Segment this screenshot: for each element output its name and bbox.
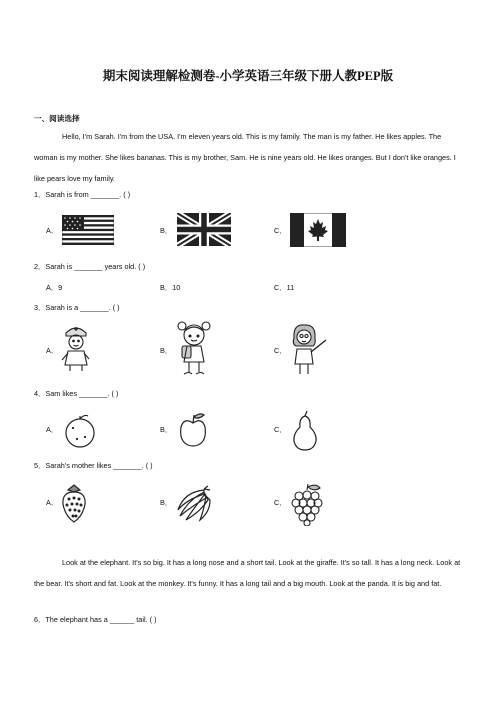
usa-flag-icon (62, 215, 114, 245)
pear-icon (290, 410, 320, 452)
option-1c: C． (274, 226, 287, 235)
option-5c: C． (274, 498, 287, 507)
option-1b: B． (160, 226, 173, 235)
uk-flag-icon (177, 213, 231, 246)
option-5b: B． (160, 498, 173, 507)
option-2c: C．11 (274, 283, 295, 292)
apple-icon (178, 411, 208, 449)
question-5: 5．Sarah's mother likes _______. ( ) (34, 461, 153, 470)
question-2: 2．Sarah is _______ years old. ( ) (34, 262, 146, 271)
bananas-icon (174, 484, 216, 524)
option-4a: A． (46, 425, 59, 434)
option-3b: B． (160, 346, 173, 355)
question-3: 3．Sarah is a _______. ( ) (34, 303, 120, 312)
question-1: 1．Sarah is from _______. ( ) (34, 190, 131, 199)
question-4: 4．Sam likes _______. ( ) (34, 389, 119, 398)
option-2b: B．10 (160, 283, 181, 292)
option-4c: C． (274, 425, 287, 434)
option-5a: A． (46, 498, 59, 507)
question-6: 6．The elephant has a ______ tail. ( ) (34, 615, 157, 624)
nurse-icon (58, 323, 94, 373)
option-3a: A． (46, 346, 59, 355)
page-title: 期末阅读理解检测卷-小学英语三年级下册人教PEP版 (102, 69, 394, 83)
section-heading: 一、阅读选择 (34, 114, 80, 123)
passage-2: Look at the elephant. It's so big. It has a long nose and a short tail. Look at the giraffe. It's so tall. It has a long neck. Look at the bear. It's short and fat. Look at the monkey. It's funny. It has a long tail and a big mouth. Look at the panda. It is big and fat. (34, 558, 461, 588)
option-1a: A． (46, 226, 59, 235)
orange-icon (63, 413, 97, 449)
option-2a: A．9 (46, 283, 63, 292)
strawberry-icon (60, 482, 88, 524)
teacher-icon (288, 322, 332, 378)
canada-flag-icon (290, 213, 346, 247)
passage-1: Hello, I'm Sarah. I'm from the USA. I'm eleven years old. This is my family. The man is my father. He likes apples. The woman is my mother. She likes bananas. This is my brother, Sam. He is nine years old. He likes oranges. But I don't like oranges. I like pears love my family. (34, 132, 456, 183)
option-4b: B． (160, 425, 173, 434)
grapes-icon (290, 482, 324, 526)
option-3c: C． (274, 346, 287, 355)
pupil-girl-icon (172, 318, 216, 380)
